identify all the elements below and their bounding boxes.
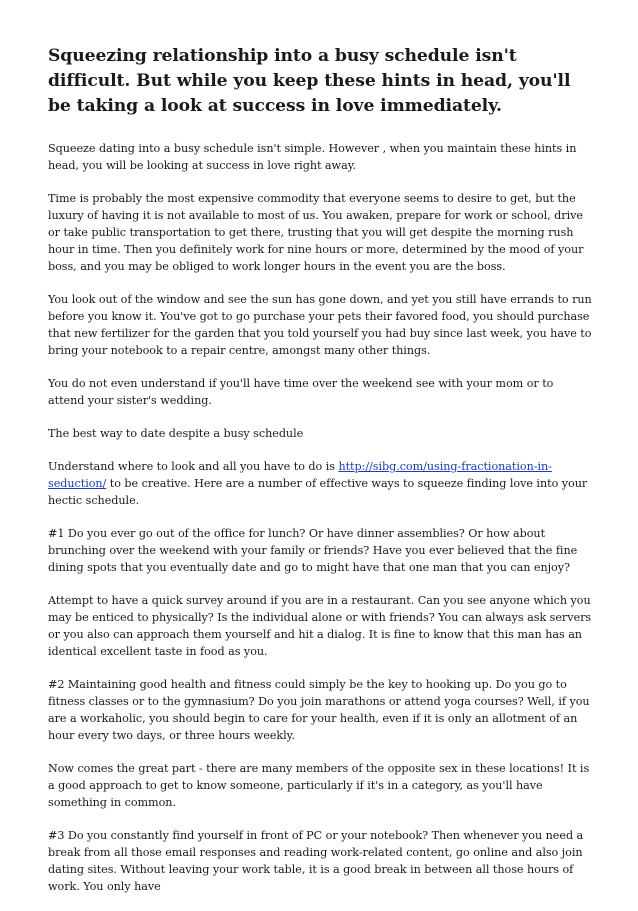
paragraph-tip-2: #2 Maintaining good health and fitness could simply be the key to hooking up. Do you go to fitness classes or to the gymnasium? Do you join marathons or attend yoga courses? Well, if you are a workaholic, you should begin to care for your health, even if it is only an allotment of an hour every two days, or three hours weekly. — [48, 678, 590, 742]
paragraph-time: Time is probably the most expensive commodity that everyone seems to desire to get, but the luxury of having it is not available to most of us. You awaken, prepare for work or school, drive or take public transportation to get there, trusting that you will get despite the morning rush hour in time. Then you definitely work for nine hours or more, determined by the mood of your boss, and you may be obliged to work longer hours in the event you are the boss. — [48, 192, 584, 273]
paragraph-window: You look out of the window and see the sun has gone down, and yet you still have errands to run before you know it. You've got to go purchase your pets their favored food, you should purchase that new fertilizer for the garden that you told yourself you had buy since last week, you have to bring your notebook to a repair centre, amongst many other things. — [48, 293, 592, 357]
link-paragraph-before: Understand where to look and all you have to do is — [48, 460, 339, 473]
paragraph-intro: Squeeze dating into a busy schedule isn't simple. However , when you maintain these hints in head, you will be looking at success in love right away. — [48, 142, 577, 172]
paragraph-great-part: Now comes the great part - there are many members of the opposite sex in these locations! It is a good approach to get to know someone, particularly if it's in a category, as you'll have something in common. — [48, 762, 590, 809]
link-paragraph-after: to be creative. Here are a number of effective ways to squeeze finding love into your hectic schedule. — [48, 477, 588, 507]
paragraph-link — [48, 458, 593, 509]
headline: Squeezing relationship into a busy schedule isn't difficult. But while you keep these hints in head, you'll be taking a look at success in love immediately. — [48, 46, 571, 116]
paragraph-weekend: You do not even understand if you'll have time over the weekend see with your mom or to attend your sister's wedding. — [48, 377, 554, 407]
paragraph-subheading: The best way to date despite a busy schedule — [48, 427, 304, 440]
document-page — [48, 44, 593, 911]
paragraph-restaurant: Attempt to have a quick survey around if you are in a restaurant. Can you see anyone which you may be enticed to physically? Is the individual alone or with friends? You can always ask servers or you also can approach them yourself and hit a dialog. It is fine to know that this man has an identical excellent taste in food as you. — [48, 594, 592, 658]
paragraph-tip-3: #3 Do you constantly find yourself in front of PC or your notebook? Then whenever you need a break from all those email responses and reading work-related content, go online and also join dating sites. Without leaving your work table, it is a good break in between all those hours of work. You only have — [48, 829, 584, 893]
paragraph-tip-1: #1 Do you ever go out of the office for lunch? Or have dinner assemblies? Or how about brunching over the weekend with your family or friends? Have you ever believed that the fine dining spots that you eventually date and go to might have that one man that you can enjoy? — [48, 527, 578, 574]
seduction-article-link[interactable]: http://sibg.com/using-fractionation-in-seduction/ — [48, 460, 552, 490]
